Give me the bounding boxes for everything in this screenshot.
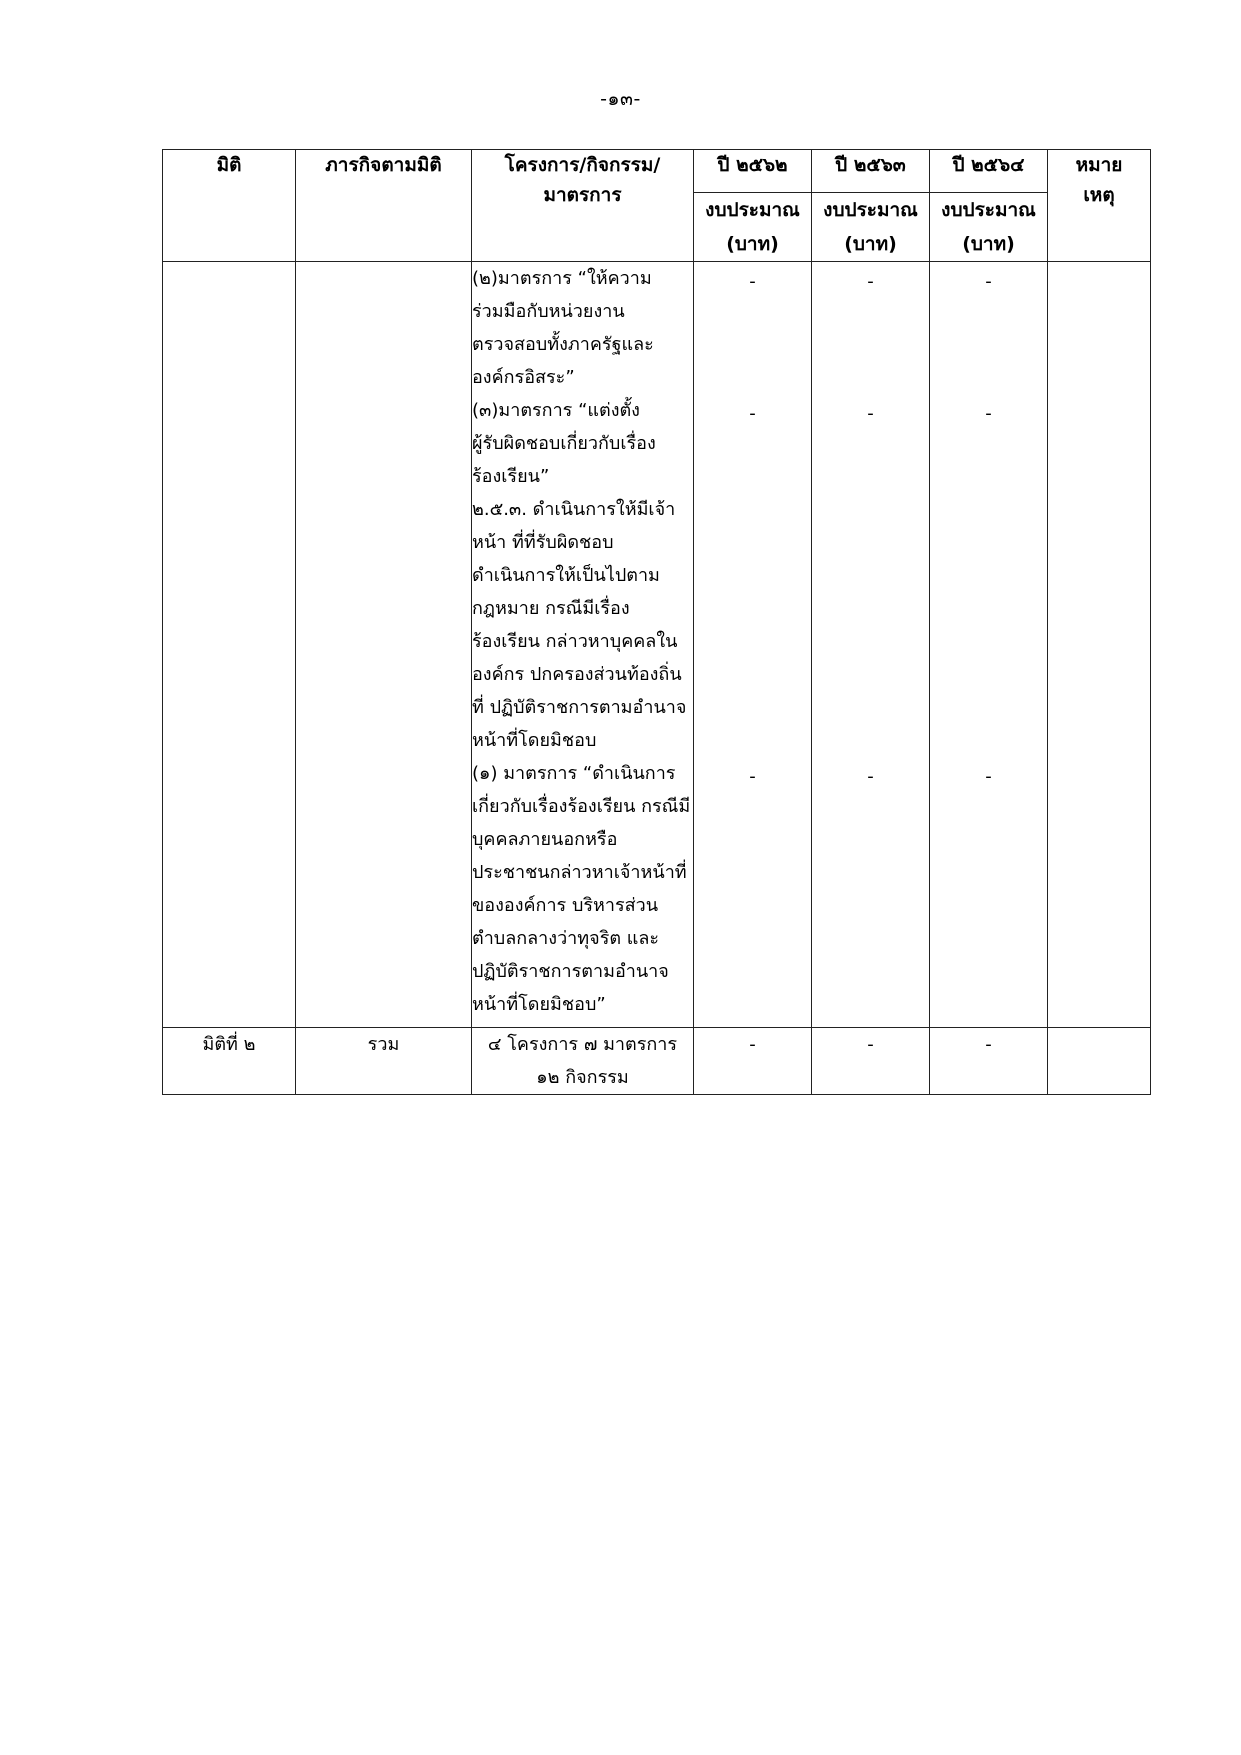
budget-dash: - xyxy=(985,766,992,787)
measure-line: (๓)มาตรการ “แต่งตั้ง xyxy=(472,400,640,421)
budget-dash: - xyxy=(867,766,874,787)
measure-line: ดำเนินการให้เป็นไปตาม xyxy=(472,565,660,586)
cell-mission-empty xyxy=(296,262,472,1028)
budget-dash: - xyxy=(985,271,992,292)
budget-table xyxy=(162,149,1151,1095)
cell-remark-empty xyxy=(1048,262,1151,1028)
table-row xyxy=(163,262,1151,1028)
cell-budget-2563 xyxy=(812,262,930,1028)
header-budget-2563 xyxy=(812,193,930,262)
measure-line: ๒.๕.๓. ดำเนินการให้มีเจ้า xyxy=(472,499,676,520)
measure-line: บุคคลภายนอกหรือ xyxy=(472,829,618,850)
header-remark-line1: หมาย xyxy=(1075,154,1123,176)
budget-dash: - xyxy=(867,271,874,292)
measure-line: ร้องเรียน” xyxy=(472,466,550,487)
total-mission: รวม xyxy=(296,1028,472,1095)
measure-line: หน้าที่โดยมิชอบ” xyxy=(472,994,606,1015)
measure-line: กฎหมาย กรณีมีเรื่อง xyxy=(472,598,630,619)
measure-line: ร่วมมือกับหน่วยงาน xyxy=(472,301,625,322)
page-number: -๑๓- xyxy=(600,88,641,110)
measure-line: ขององค์การ บริหารส่วน xyxy=(472,895,659,916)
header-remark xyxy=(1048,150,1151,262)
header-year-2564-label: ปี ๒๕๖๔ xyxy=(952,154,1025,176)
measure-line: ปฏิบัติราชการตามอำนาจ xyxy=(472,961,669,982)
budget-dash: - xyxy=(867,403,874,424)
header-year-2563 xyxy=(812,150,930,193)
cell-dimension-empty xyxy=(163,262,296,1028)
budget-dash: - xyxy=(749,403,756,424)
total-remark xyxy=(1048,1028,1151,1095)
table-row-total xyxy=(163,1028,1151,1095)
measure-line: เกี่ยวกับเรื่องร้องเรียน กรณีมี xyxy=(472,796,691,817)
header-project-line1: โครงการ/กิจกรรม/ xyxy=(504,154,661,176)
budget-unit: (บาท) xyxy=(962,233,1015,255)
header-mission-label: ภารกิจตามมิติ xyxy=(325,154,442,176)
cell-budget-2564 xyxy=(930,262,1048,1028)
header-year-2564 xyxy=(930,150,1048,193)
measure-line: องค์กร ปกครองส่วนท้องถิ่น xyxy=(472,664,682,685)
measure-line: ตำบลกลางว่าทุจริต และ xyxy=(472,928,660,949)
total-budget-2564: - xyxy=(930,1028,1048,1095)
measure-line: หน้า ที่ที่รับผิดชอบ xyxy=(472,532,614,553)
header-year-2563-label: ปี ๒๕๖๓ xyxy=(835,154,906,176)
header-project xyxy=(472,150,694,262)
measure-line: ร้องเรียน กล่าวหาบุคคลใน xyxy=(472,631,678,652)
total-summary xyxy=(472,1028,694,1095)
budget-label: งบประมาณ xyxy=(823,199,918,221)
measure-line: (๑) มาตรการ “ดำเนินการ xyxy=(472,763,676,784)
header-project-line2: มาตรการ xyxy=(543,184,622,206)
header-dimension-label: มิติ xyxy=(216,154,242,176)
header-budget-2562 xyxy=(694,193,812,262)
cell-budget-2562 xyxy=(694,262,812,1028)
budget-label: งบประมาณ xyxy=(941,199,1036,221)
header-remark-line2: เหตุ xyxy=(1083,184,1115,206)
total-summary-line1: ๔ โครงการ ๗ มาตรการ xyxy=(487,1034,678,1055)
measure-line: ผู้รับผิดชอบเกี่ยวกับเรื่อง xyxy=(472,433,656,454)
measure-line: องค์กรอิสระ” xyxy=(472,367,575,388)
measure-line: (๒)มาตรการ “ให้ความ xyxy=(472,268,652,289)
measure-line: หน้าที่โดยมิชอบ xyxy=(472,730,597,751)
budget-label: งบประมาณ xyxy=(705,199,800,221)
header-mission xyxy=(296,150,472,262)
measure-line: ตรวจสอบทั้งภาครัฐและ xyxy=(472,334,654,355)
budget-unit: (บาท) xyxy=(726,233,779,255)
total-dimension: มิติที่ ๒ xyxy=(163,1028,296,1095)
total-summary-line2: ๑๒ กิจกรรม xyxy=(536,1067,629,1088)
total-budget-2562: - xyxy=(694,1028,812,1095)
budget-dash: - xyxy=(985,403,992,424)
cell-measures xyxy=(472,262,694,1028)
measure-line: ประชาชนกล่าวหาเจ้าหน้าที่ xyxy=(472,862,687,883)
header-year-2562 xyxy=(694,150,812,193)
budget-dash: - xyxy=(749,271,756,292)
header-budget-2564 xyxy=(930,193,1048,262)
budget-dash: - xyxy=(749,766,756,787)
header-year-2562-label: ปี ๒๕๖๒ xyxy=(717,154,788,176)
measure-line: ที่ ปฏิบัติราชการตามอำนาจ xyxy=(472,697,687,718)
header-dimension xyxy=(163,150,296,262)
total-budget-2563: - xyxy=(812,1028,930,1095)
budget-unit: (บาท) xyxy=(844,233,897,255)
